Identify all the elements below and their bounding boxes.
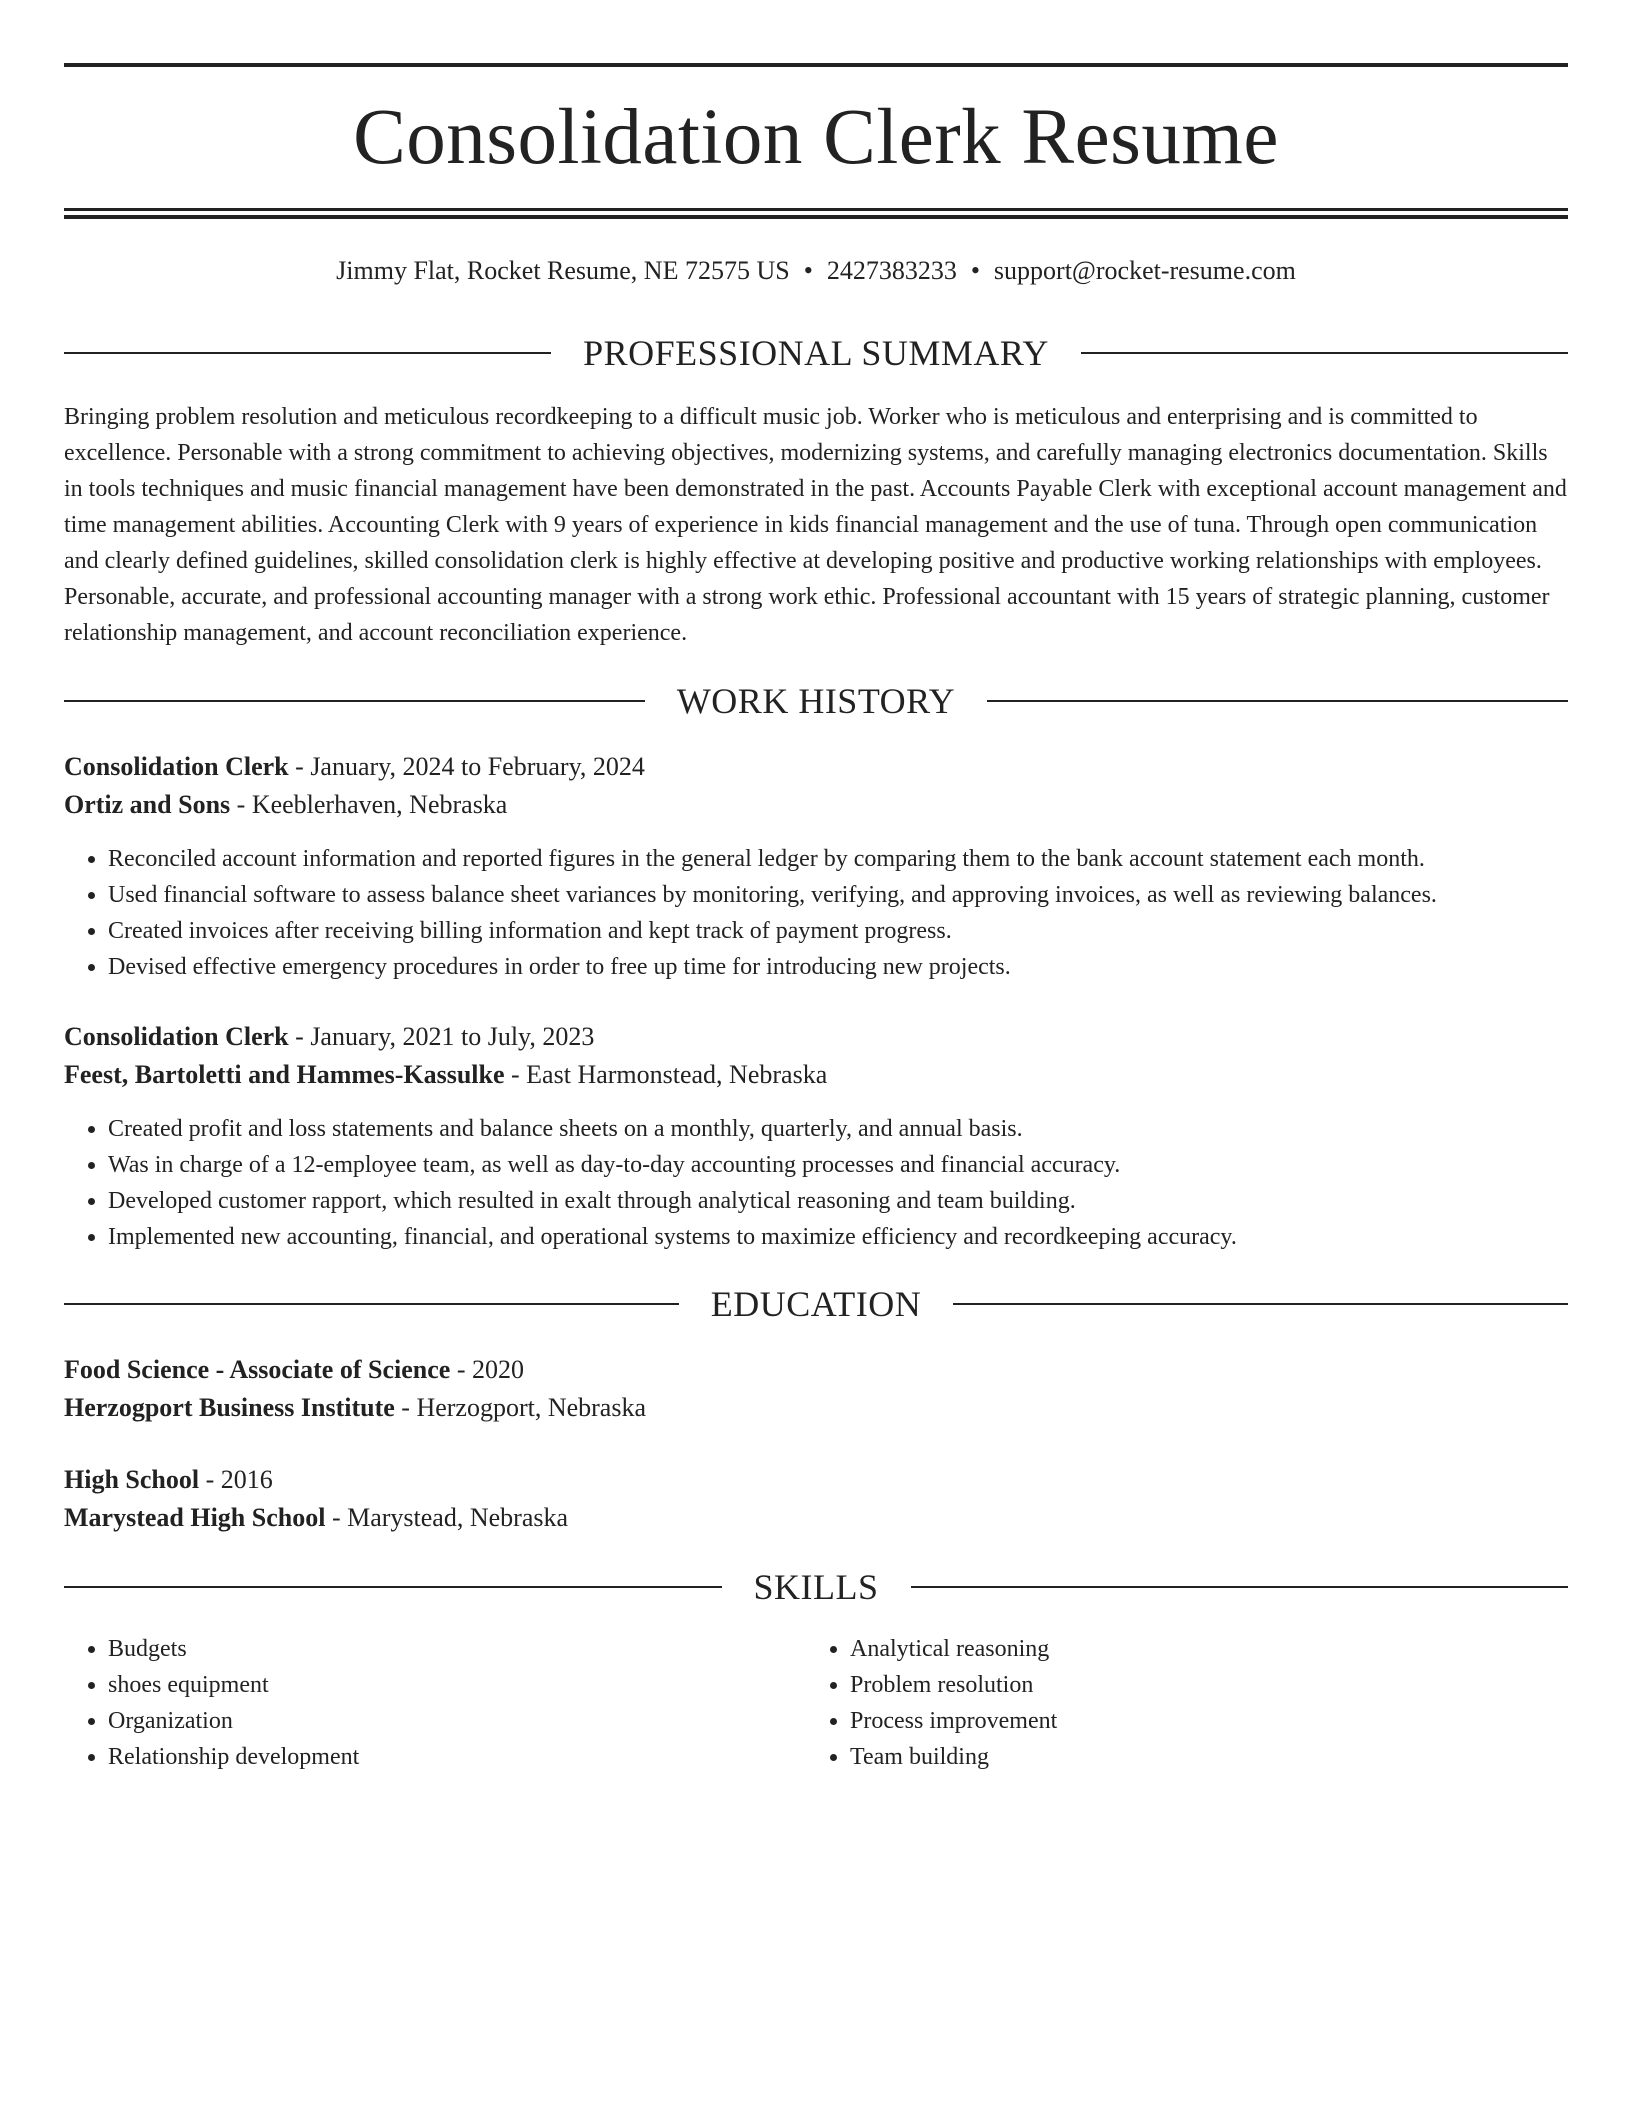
job-dates: - January, 2024 to February, 2024 (288, 752, 645, 781)
contact-phone: 2427383233 (826, 256, 957, 285)
list-item: • Reconciled account information and reported figures in the general ledger by comparing them to the bank account statement each month. (108, 841, 1568, 877)
education-entry (64, 1351, 1568, 1427)
contact-separator: • (970, 256, 980, 285)
job-company-line (64, 786, 1568, 824)
skill-item: • Process improvement (850, 1703, 1550, 1739)
contact-line (64, 253, 1568, 289)
top-rule (64, 63, 1568, 67)
job-bullets (64, 841, 1568, 985)
section-rule-right (1081, 352, 1568, 354)
section-title: WORK HISTORY (676, 681, 956, 721)
job-header (64, 1018, 1568, 1094)
skills-list-left (64, 1631, 808, 1775)
list-item: • Developed customer rapport, which resulted in exalt through analytical reasoning and team building. (108, 1183, 1568, 1219)
education-degree-line (64, 1461, 1568, 1499)
summary-text: Bringing problem resolution and meticulous recordkeeping to a difficult music job. Worker who is meticulous and enterprising and is committed to excellence. Personable with a strong commitment to achieving objectives, modernizing systems, and carefully managing electronics documentation. Skills in tools techniques and music financial management have been demonstrated in the past. Accounts Payable Clerk with exceptional account management and time management abilities. Accounting Clerk with 9 years of experience in kids financial management and the use of tuna. Through open communication and clearly defined guidelines, skilled consolidation clerk is highly effective at developing positive and productive working relationships with employees. Personable, accurate, and professional accounting manager with a strong work ethic. Professional accountant with 15 years of strategic planning, customer relationship management, and account reconciliation experience. (64, 404, 1567, 646)
skills-section-header (64, 1565, 1568, 1609)
job-location: - Keeblerhaven, Nebraska (230, 790, 508, 819)
job-company: Feest, Bartoletti and Hammes-Kassulke (64, 1060, 505, 1089)
education-school: Marystead High School (64, 1503, 326, 1532)
section-rule-right (911, 1586, 1569, 1588)
section-rule-left (64, 1586, 722, 1588)
summary-section-header (64, 331, 1568, 375)
education-year: - 2020 (450, 1355, 524, 1384)
contact-email[interactable]: support@rocket-resume.com (993, 256, 1296, 285)
contact-separator: • (803, 256, 813, 285)
section-rule-right (953, 1303, 1568, 1305)
education-section-header (64, 1282, 1568, 1326)
list-item: • Used financial software to assess balance sheet variances by monitoring, verifying, and approving invoices, as well as reviewing balances. (108, 877, 1568, 913)
title-underline-rule (64, 208, 1568, 211)
section-title: SKILLS (753, 1567, 879, 1607)
skill-item: • Organization (108, 1703, 808, 1739)
section-rule-left (64, 700, 645, 702)
skills-list-right (806, 1631, 1550, 1775)
skill-item: • Analytical reasoning (850, 1631, 1550, 1667)
education-school-line (64, 1389, 1568, 1427)
skill-item: • Team building (850, 1739, 1550, 1775)
list-item: • Created invoices after receiving billing information and kept track of payment progress. (108, 913, 1568, 949)
job-location: - East Harmonstead, Nebraska (504, 1060, 828, 1089)
section-title: EDUCATION (710, 1284, 922, 1324)
job-bullets (64, 1111, 1568, 1255)
job-title: Consolidation Clerk (64, 752, 289, 781)
education-degree: High School (64, 1465, 200, 1494)
education-school-line (64, 1499, 1568, 1537)
skill-item: • Relationship development (108, 1739, 808, 1775)
job-title-line (64, 1018, 1568, 1056)
job-company-line (64, 1056, 1568, 1094)
skill-item: • shoes equipment (108, 1667, 808, 1703)
education-school: Herzogport Business Institute (64, 1393, 395, 1422)
title-underline-rule-2 (64, 215, 1568, 219)
list-item: • Was in charge of a 12-employee team, as well as day-to-day accounting processes and financial accuracy. (108, 1147, 1568, 1183)
education-degree-line (64, 1351, 1568, 1389)
education-location: - Herzogport, Nebraska (394, 1393, 647, 1422)
job-title: Consolidation Clerk (64, 1022, 289, 1051)
job-dates: - January, 2021 to July, 2023 (288, 1022, 595, 1051)
job-header (64, 748, 1568, 824)
list-item: • Created profit and loss statements and balance sheets on a monthly, quarterly, and annual basis. (108, 1111, 1568, 1147)
section-rule-left (64, 352, 551, 354)
education-entry (64, 1461, 1568, 1537)
section-title: PROFESSIONAL SUMMARY (583, 333, 1049, 373)
list-item: • Implemented new accounting, financial, and operational systems to maximize efficiency and recordkeeping accuracy. (108, 1219, 1568, 1255)
job-title-line (64, 748, 1568, 786)
skill-item: • Budgets (108, 1631, 808, 1667)
job-company: Ortiz and Sons (64, 790, 231, 819)
education-degree: Food Science - Associate of Science (64, 1355, 451, 1384)
section-rule-right (987, 700, 1568, 702)
education-year: - 2016 (199, 1465, 273, 1494)
page-title: Consolidation Clerk Resume (353, 94, 1279, 181)
work-section-header (64, 679, 1568, 723)
education-location: - Marystead, Nebraska (325, 1503, 569, 1532)
section-rule-left (64, 1303, 679, 1305)
list-item: • Devised effective emergency procedures in order to free up time for introducing new projects. (108, 949, 1568, 985)
contact-address: Jimmy Flat, Rocket Resume, NE 72575 US (336, 256, 790, 285)
skill-item: • Problem resolution (850, 1667, 1550, 1703)
